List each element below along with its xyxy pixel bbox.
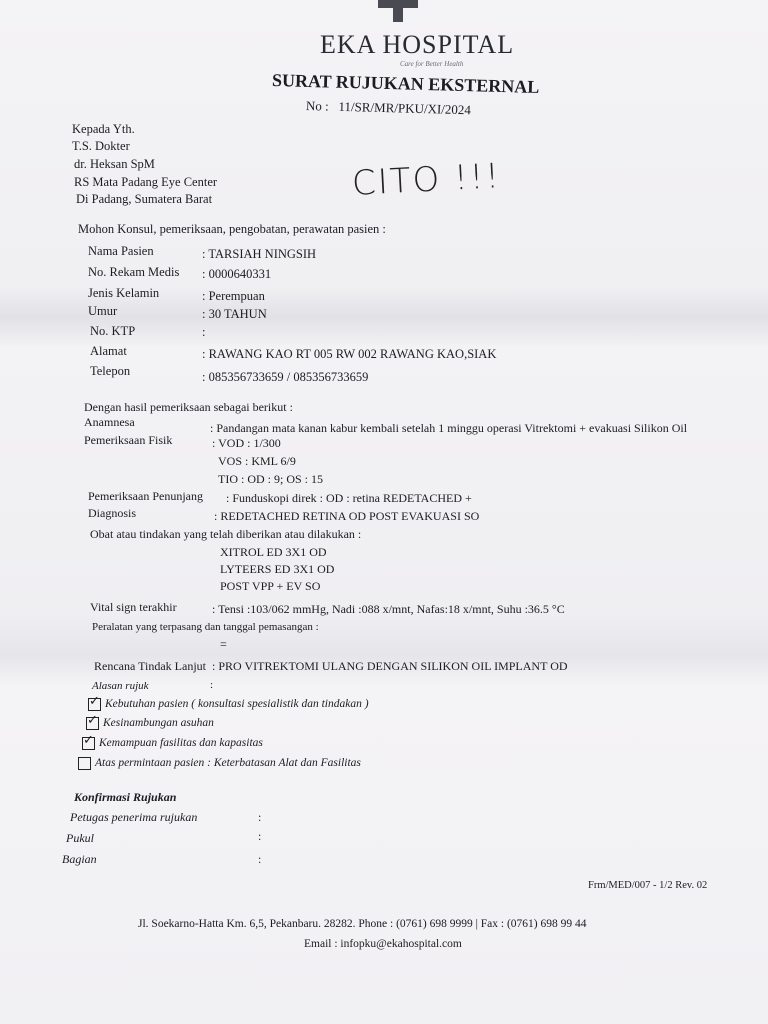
rencana-label: Rencana Tindak Lanjut <box>94 659 206 673</box>
patient-value: : 085356733659 / 085356733659 <box>202 370 369 384</box>
fisik-value: : VOD : 1/300 <box>212 436 281 450</box>
diagnosis-value: : REDETACHED RETINA OD POST EVAKUASI SO <box>214 509 480 523</box>
form-code: Frm/MED/007 - 1/2 Rev. 02 <box>588 880 708 891</box>
obat-item: XITROL ED 3X1 OD <box>220 545 327 559</box>
recipient-line: T.S. Dokter <box>72 139 130 153</box>
cito-handwritten-note: CITO !!! <box>351 156 502 204</box>
patient-label: Telepon <box>90 364 131 378</box>
hospital-logo-icon <box>378 0 418 22</box>
diagnosis-label: Diagnosis <box>88 506 136 520</box>
alasan-label: Alasan rujuk <box>92 680 149 692</box>
patient-label: Umur <box>88 304 118 318</box>
letter-number <box>306 98 471 118</box>
letter-number-label: No : <box>305 98 329 114</box>
alasan-item-label: Kesinambungan asuhan <box>103 717 214 730</box>
peralatan-label: Peralatan yang terpasang dan tanggal pemasangan : <box>92 621 319 633</box>
obat-item: POST VPP + EV SO <box>220 579 321 593</box>
konfirmasi-label: Bagian <box>62 852 97 866</box>
hospital-name: EKA HOSPITAL <box>320 30 515 59</box>
patient-label: Alamat <box>90 344 127 358</box>
alasan-item-label: Atas permintaan pasien : Keterbatasan Alat dan Fasilitas <box>95 757 361 770</box>
document-title: SURAT RUJUKAN EKSTERNAL <box>271 70 540 97</box>
fisik-value: VOS : KML 6/9 <box>218 454 296 468</box>
rencana-value: : PRO VITREKTOMI ULANG DENGAN SILIKON OIL IMPLANT OD <box>212 659 568 673</box>
konfirmasi-label: Petugas penerima rujukan <box>70 810 198 824</box>
alasan-item-label: Kebutuhan pasien ( konsultasi spesialistik dan tindakan ) <box>105 698 369 711</box>
patient-value: : TARSIAH NINGSIH <box>202 247 317 261</box>
footer-email: Email : infopku@ekahospital.com <box>304 938 462 950</box>
checkbox-checked-icon[interactable] <box>86 717 99 730</box>
fisik-label: Pemeriksaan Fisik <box>84 433 173 447</box>
obat-label: Obat atau tindakan yang telah diberikan atau dilakukan : <box>90 527 362 541</box>
patient-label: No. Rekam Medis <box>88 265 180 279</box>
recipient-line: RS Mata Padang Eye Center <box>74 175 218 189</box>
patient-value: : 0000640331 <box>202 267 272 281</box>
patient-value: : Perempuan <box>202 289 265 303</box>
obat-item: LYTEERS ED 3X1 OD <box>220 562 335 576</box>
letter-number-value: 11/SR/MR/PKU/XI/2024 <box>338 98 472 118</box>
recipient-line: Kepada Yth. <box>72 122 135 136</box>
konfirmasi-value: : <box>258 810 262 824</box>
peralatan-value: = <box>220 637 227 651</box>
checkbox-checked-icon[interactable] <box>82 737 95 750</box>
footer-address: Jl. Soekarno-Hatta Km. 6,5, Pekanbaru. 28282. Phone : (0761) 698 9999 | Fax : (0761) 698 99 44 <box>138 918 587 930</box>
alasan-item-label: Kemampuan fasilitas dan kapasitas <box>99 737 263 750</box>
patient-value: : RAWANG KAO RT 005 RW 002 RAWANG KAO,SIAK <box>202 347 497 361</box>
checkbox-checked-icon[interactable] <box>88 698 101 711</box>
recipient-line: Di Padang, Sumatera Barat <box>76 192 213 206</box>
vital-value: : Tensi :103/062 mmHg, Nadi :088 x/mnt, Nafas:18 x/mnt, Suhu :36.5 °C <box>212 602 565 616</box>
patient-label: Jenis Kelamin <box>88 286 160 300</box>
patient-value: : <box>202 325 206 339</box>
alasan-item-kesinambungan <box>86 717 214 730</box>
konfirmasi-title: Konfirmasi Rujukan <box>74 790 177 804</box>
fisik-value: TIO : OD : 9; OS : 15 <box>218 472 323 486</box>
hospital-tagline: Care for Better Health <box>400 60 464 68</box>
anamnesa-label: Anamnesa <box>84 415 135 429</box>
alasan-item-permintaan <box>78 757 361 770</box>
penunjang-label: Pemeriksaan Penunjang <box>88 489 203 503</box>
intro-text: Mohon Konsul, pemeriksaan, pengobatan, perawatan pasien : <box>78 222 386 236</box>
alasan-colon: : <box>210 679 214 691</box>
checkbox-empty-icon[interactable] <box>78 757 91 770</box>
alasan-item-kebutuhan <box>88 698 369 711</box>
patient-label: No. KTP <box>90 324 136 338</box>
anamnesa-value: : Pandangan mata kanan kabur kembali setelah 1 minggu operasi Vitrektomi + evakuasi Silikon Oil <box>210 421 688 435</box>
patient-value: : 30 TAHUN <box>202 307 267 321</box>
konfirmasi-value: : <box>258 852 262 866</box>
patient-label: Nama Pasien <box>88 244 154 258</box>
recipient-line: dr. Heksan SpM <box>74 157 155 171</box>
exam-intro: Dengan hasil pemeriksaan sebagai berikut : <box>84 400 293 414</box>
vital-label: Vital sign terakhir <box>90 600 177 614</box>
alasan-item-kemampuan <box>82 737 263 750</box>
konfirmasi-value: : <box>258 829 262 843</box>
penunjang-value: : Funduskopi direk : OD : retina REDETACHED + <box>226 491 472 505</box>
konfirmasi-label: Pukul <box>66 831 94 845</box>
